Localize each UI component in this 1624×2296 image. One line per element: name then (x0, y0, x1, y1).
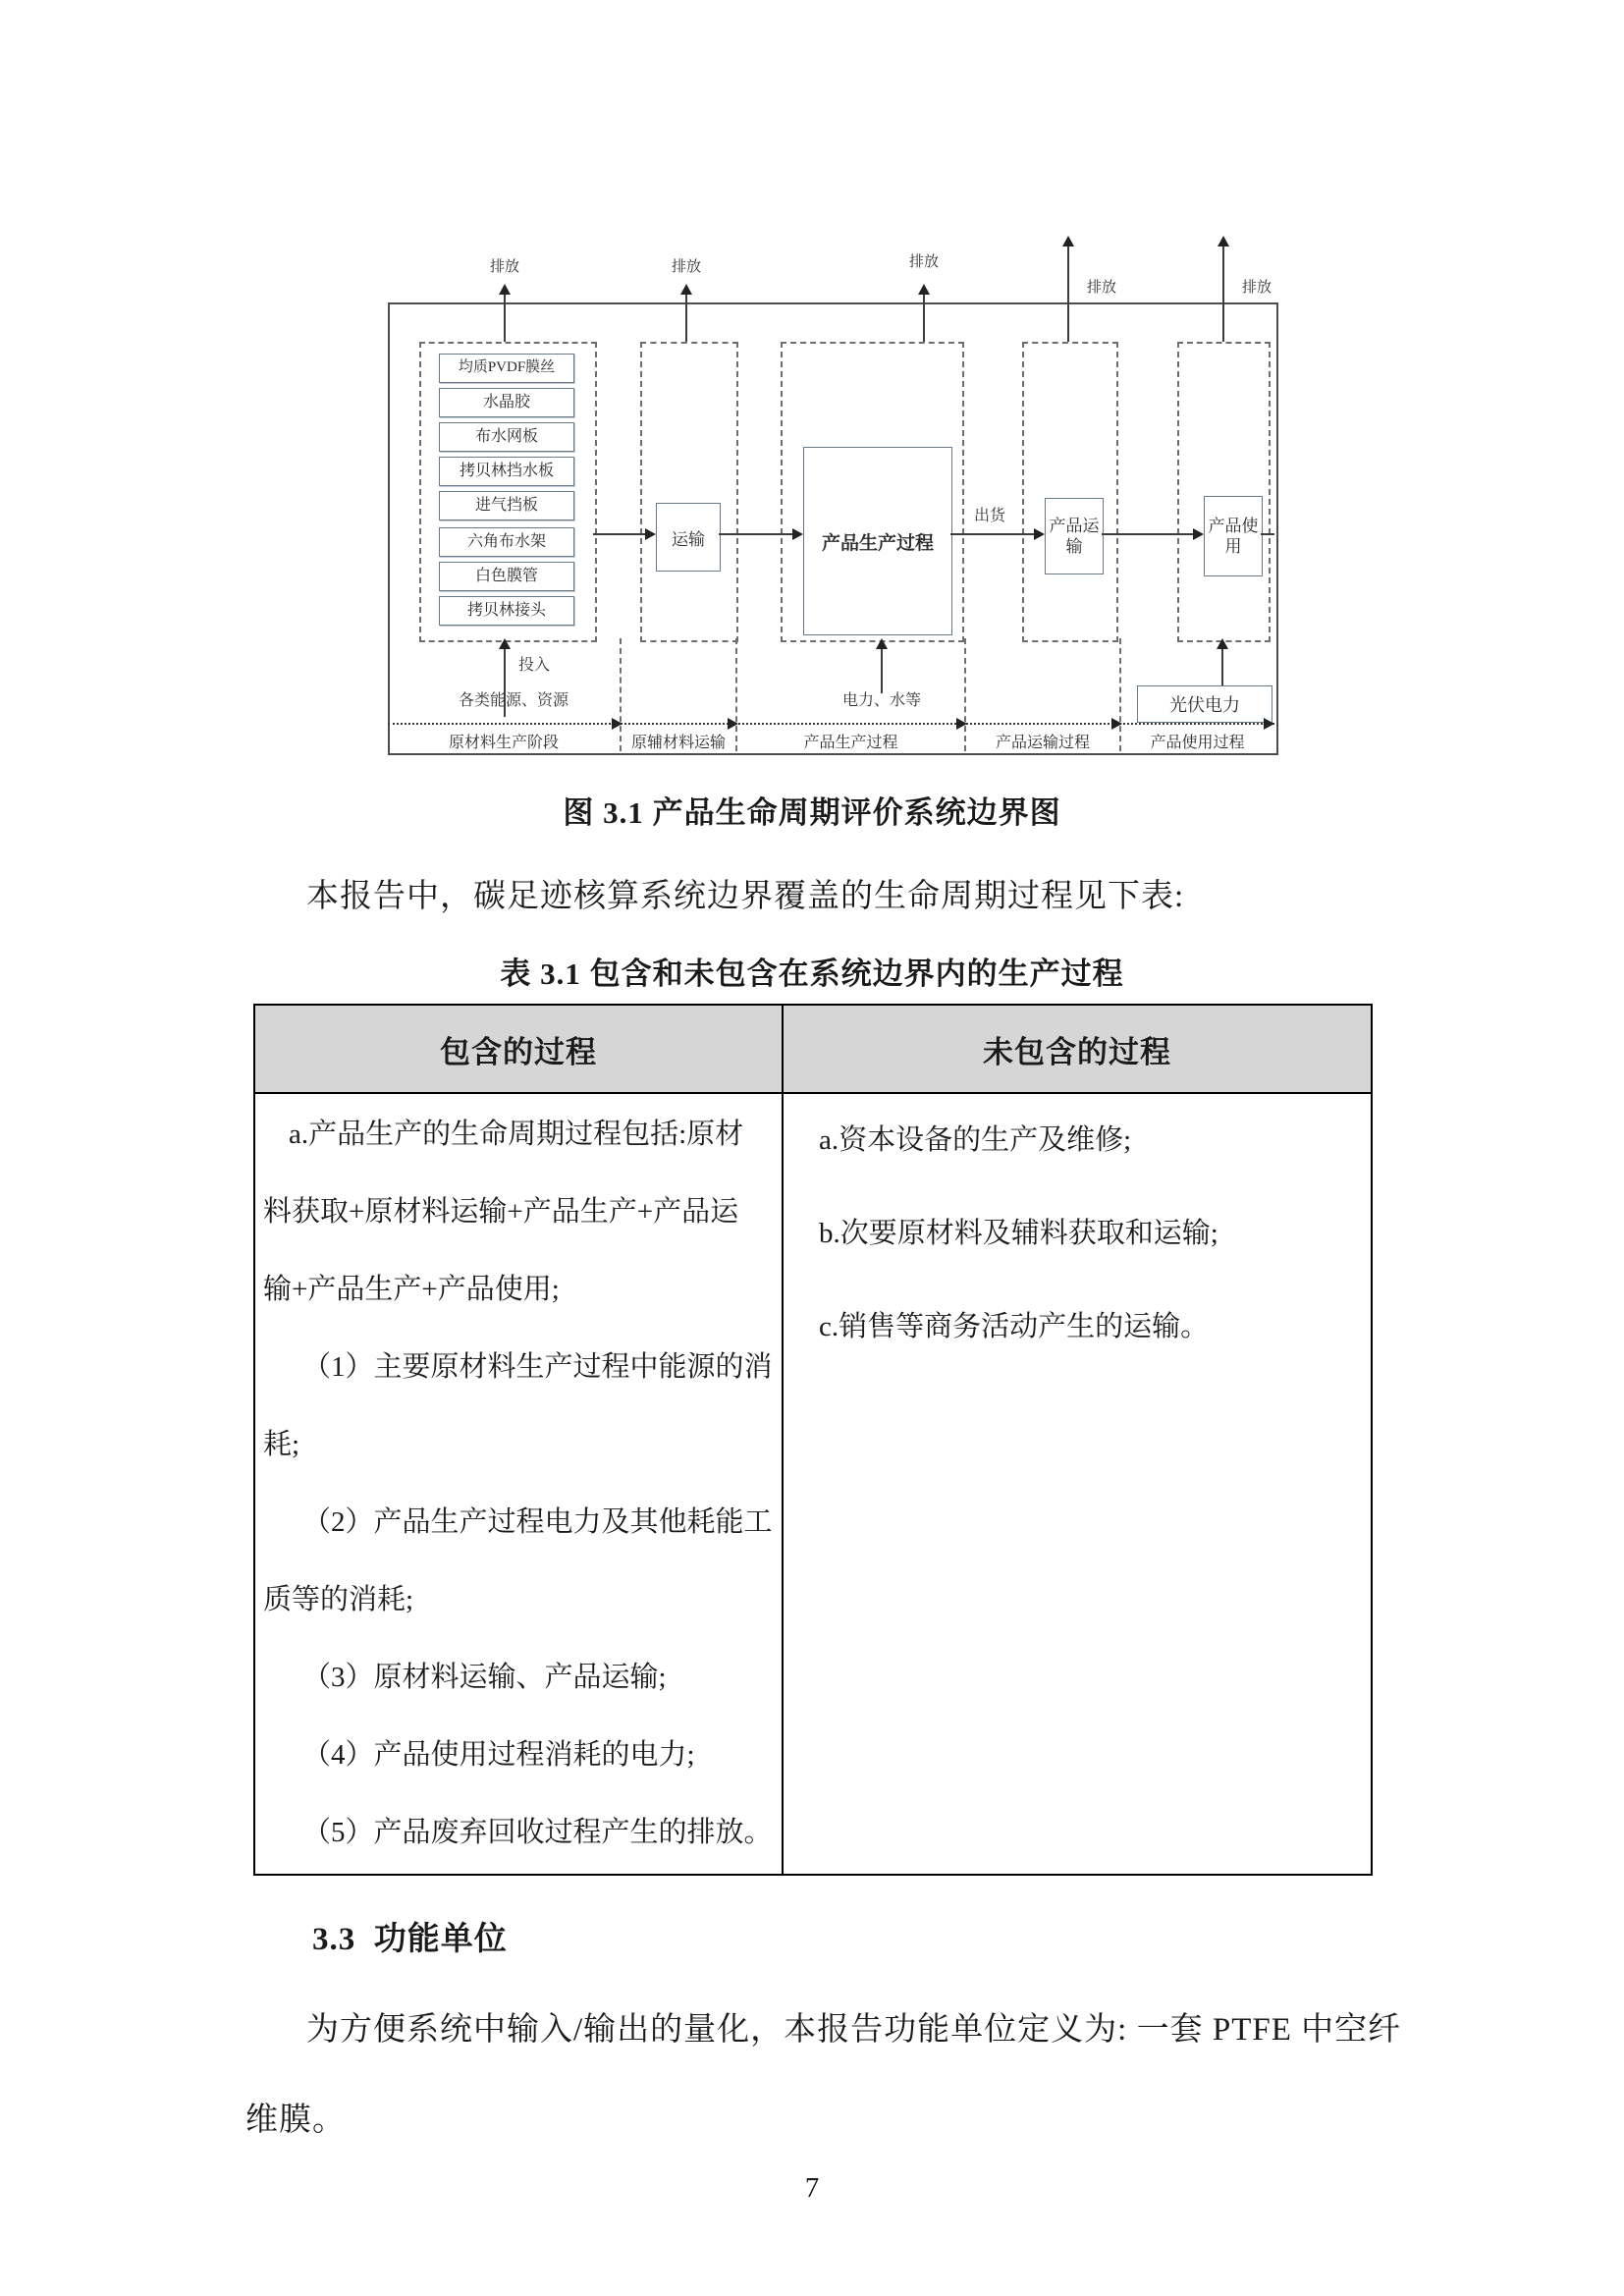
electricity-water-label: 电力、水等 (841, 692, 921, 709)
flow-arrowhead (1034, 528, 1045, 540)
material-box-water-mesh: 布水网板 (439, 422, 574, 452)
stage-label-product-transport: 产品运输过程 (995, 735, 1090, 751)
table-caption: 表 3.1 包含和未包含在系统边界内的生产过程 (500, 957, 1124, 991)
table-header-excluded: 未包含的过程 (983, 1034, 1171, 1069)
table-header-row (255, 1006, 1371, 1094)
timeline-arrowhead (1264, 718, 1274, 730)
emission-label: 排放 (489, 259, 519, 275)
table-line: （1）主要原材料生产过程中能源的消 (302, 1351, 773, 1383)
stage-label-raw-materials: 原材料生产阶段 (448, 735, 559, 751)
material-box-coupling: 拷贝林接头 (439, 596, 574, 626)
emission-label: 排放 (671, 259, 701, 275)
table-line: b.次要原材料及辅料获取和运输; (819, 1218, 1218, 1249)
table-line: 耗; (263, 1429, 300, 1460)
material-box-baffle-plate: 拷贝林挡水板 (439, 457, 574, 486)
page-number: 7 (804, 2172, 820, 2204)
material-box-air-baffle: 进气挡板 (439, 491, 574, 520)
stage-box-product-transport (1022, 342, 1118, 642)
stage-box-product-use (1177, 342, 1271, 642)
flow-arrow-line (593, 533, 647, 535)
flow-arrowhead (645, 528, 656, 540)
material-box-hex-frame: 六角布水架 (439, 527, 574, 557)
emission-label: 排放 (1241, 280, 1272, 296)
product-transport-node: 产品运输 (1045, 498, 1104, 574)
emission-arrowhead (499, 284, 511, 295)
stage-label-production: 产品生产过程 (803, 735, 898, 751)
emission-arrowhead (1218, 236, 1229, 246)
transport-node: 运输 (656, 503, 721, 572)
excluded-cell (784, 1094, 1371, 1874)
pv-power-node: 光伏电力 (1137, 685, 1272, 723)
emission-arrowhead (1062, 236, 1074, 246)
electricity-arrow-line (881, 647, 883, 693)
product-use-node: 产品使用 (1204, 496, 1263, 576)
electricity-arrowhead (876, 638, 888, 649)
flow-arrowhead (1193, 528, 1204, 540)
emission-arrow-line (504, 293, 506, 342)
flow-line-stub (1261, 533, 1274, 535)
input-label: 投入 (518, 657, 551, 674)
pv-arrow-line (1221, 647, 1223, 685)
table-line: （3）原材料运输、产品运输; (302, 1662, 667, 1693)
emission-label: 排放 (908, 254, 939, 270)
emission-arrow-line (1067, 246, 1069, 342)
stage-box-material-transport (640, 342, 738, 642)
flow-arrowhead (792, 528, 803, 540)
flow-arrow-line (950, 533, 1036, 535)
table-line: （2）产品生产过程电力及其他耗能工 (302, 1506, 773, 1538)
emission-arrowhead (918, 284, 930, 295)
material-box-crystal-glue: 水晶胶 (439, 388, 574, 417)
intro-paragraph: 本报告中，碳足迹核算系统边界覆盖的生命周期过程见下表: (306, 879, 1185, 914)
process-table (253, 1004, 1373, 1876)
section-heading: 3.3 功能单位 (312, 1922, 508, 1957)
emission-arrow-line (1222, 246, 1224, 342)
table-line: （5）产品废弃回收过程产生的排放。 (302, 1817, 773, 1848)
emission-arrow-line (923, 293, 925, 342)
production-node: 产品生产过程 (803, 447, 952, 635)
material-box-pvdf-fiber: 均质PVDF膜丝 (439, 354, 574, 383)
figure-caption: 图 3.1 产品生命周期评价系统边界图 (563, 795, 1061, 830)
stage-label-material-transport: 原辅材料运输 (630, 735, 726, 751)
emission-arrowhead (680, 284, 692, 295)
table-line: a.产品生产的生命周期过程包括:原材 (289, 1119, 744, 1150)
emission-label: 排放 (1086, 280, 1116, 296)
shipping-label: 出货 (973, 508, 1005, 524)
energy-resources-label: 各类能源、资源 (458, 692, 568, 709)
emission-arrow-line (685, 293, 687, 342)
table-line: 料获取+原材料运输+产品生产+产品运 (263, 1196, 739, 1228)
body-paragraph-line: 维膜。 (245, 2103, 346, 2138)
included-cell (255, 1094, 784, 1874)
material-box-white-tube: 白色膜管 (439, 562, 574, 591)
input-arrowhead (499, 638, 511, 649)
table-line: c.销售等商务活动产生的运输。 (819, 1311, 1210, 1342)
table-header-included: 包含的过程 (255, 1006, 784, 1092)
stage-timeline (388, 723, 1274, 725)
flow-arrow-line (1102, 533, 1195, 535)
table-line: 质等的消耗; (263, 1584, 414, 1615)
pv-arrowhead (1217, 638, 1228, 649)
body-paragraph-line: 为方便系统中输入/输出的量化，本报告功能单位定义为: 一套 PTFE 中空纤 (306, 2012, 1402, 2048)
table-line: （4）产品使用过程消耗的电力; (302, 1739, 695, 1771)
flow-arrow-line (719, 533, 794, 535)
stage-label-product-use: 产品使用过程 (1150, 735, 1245, 751)
table-line: 输+产品生产+产品使用; (263, 1274, 560, 1305)
table-body-row (255, 1094, 1371, 1874)
table-line: a.资本设备的生产及维修; (819, 1124, 1132, 1156)
